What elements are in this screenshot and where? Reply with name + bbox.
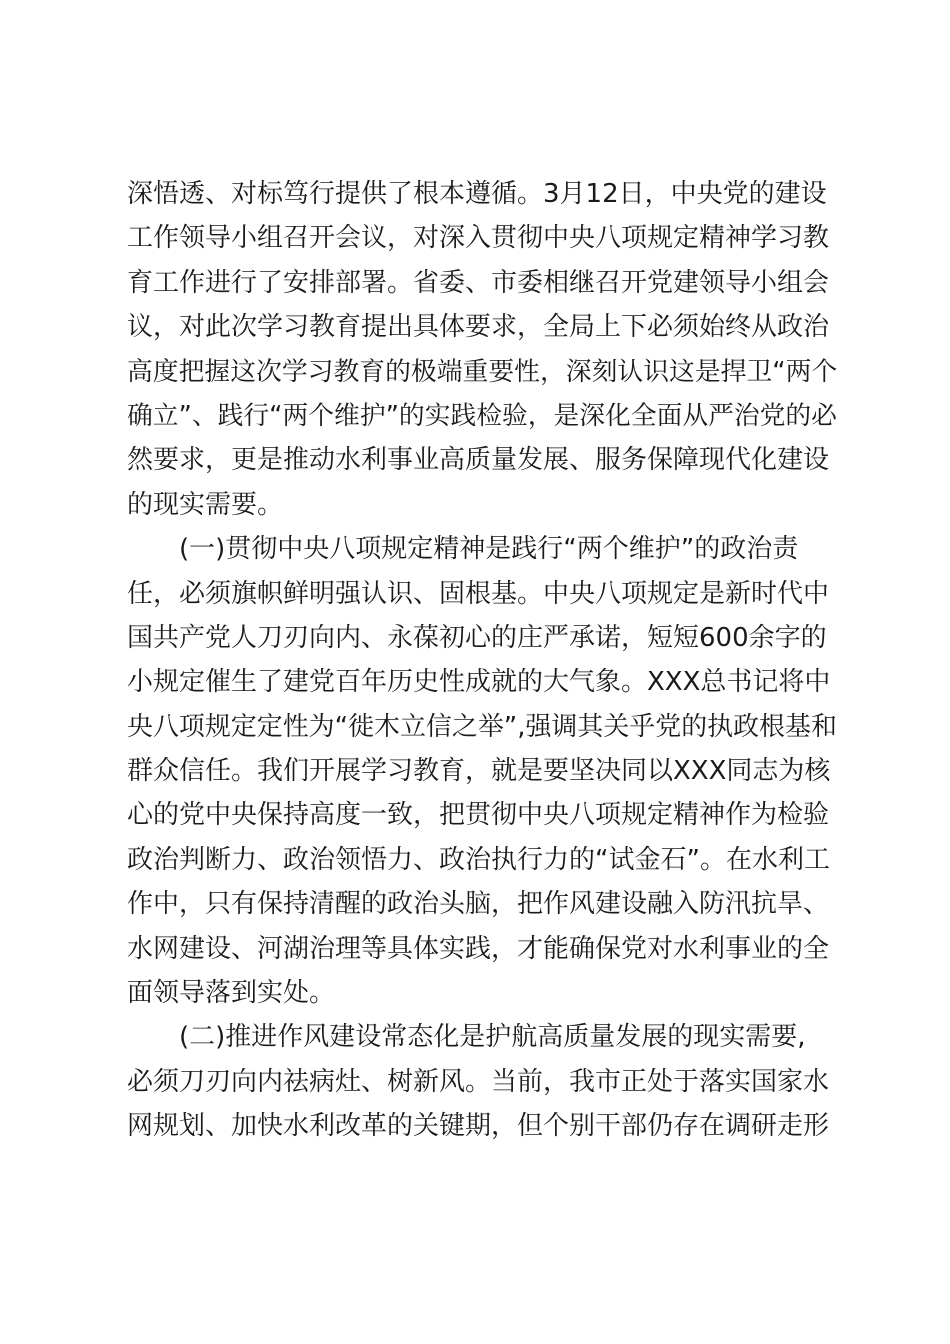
text-line: 育工作进行了安排部署。省委、市委相继召开党建领导小组会 [127, 267, 830, 298]
text-line: 高度把握这次学习教育的极端重要性，深刻认识这是捍卫“两个 [127, 356, 838, 387]
text-line: 工作领导小组召开会议，对深入贯彻中央八项规定精神学习教 [127, 223, 830, 254]
text-line: 任，必须旗帜鲜明强认识、固根基。中央八项规定是新时代中 [127, 578, 830, 609]
section-heading-1: (一)贯彻中央八项规定精神是践行“两个维护”的政治责 [179, 534, 799, 565]
text-line: 然要求，更是推动水利事业高质量发展、服务保障现代化建设 [127, 445, 830, 476]
text-line: 政治判断力、政治领悟力、政治执行力的“试金石”。在水利工 [127, 844, 830, 875]
text-line: 面领导落到实处。 [127, 978, 336, 1009]
text-line: 议，对此次学习教育提出具体要求，全局上下必须始终从政治 [127, 312, 830, 343]
text-line: 必须刀刃向内祛病灶、树新风。当前，我市正处于落实国家水 [127, 1066, 830, 1097]
text-line: 作中，只有保持清醒的政治头脑，把作风建设融入防汛抗旱、 [127, 889, 830, 920]
text-line: 确立”、践行“两个维护”的实践检验，是深化全面从严治党的必 [127, 400, 837, 431]
text-line: 国共产党人刀刃向内、永葆初心的庄严承诺，短短600余字的 [127, 622, 827, 653]
text-line: 深悟透、对标笃行提供了根本遵循。3月12日，中央党的建设 [127, 179, 827, 209]
text-line: 的现实需要。 [127, 489, 284, 520]
text-line: 群众信任。我们开展学习教育，就是要坚决同以XXX同志为核 [127, 756, 831, 787]
section-heading-2: (二)推进作风建设常态化是护航高质量发展的现实需要, [179, 1022, 806, 1053]
text-line: 网规划、加快水利改革的关键期，但个别干部仍存在调研走形 [127, 1111, 830, 1142]
text-line: 央八项规定定性为“徙木立信之举”,强调其关乎党的执政根基和 [127, 711, 837, 742]
text-line: 小规定催生了建党百年历史性成就的大气象。XXX总书记将中 [127, 667, 831, 698]
text-line: 心的党中央保持高度一致，把贯彻中央八项规定精神作为检验 [127, 800, 830, 831]
body-text [127, 172, 837, 1149]
text-line: 水网建设、河湖治理等具体实践，才能确保党对水利事业的全 [127, 933, 830, 964]
